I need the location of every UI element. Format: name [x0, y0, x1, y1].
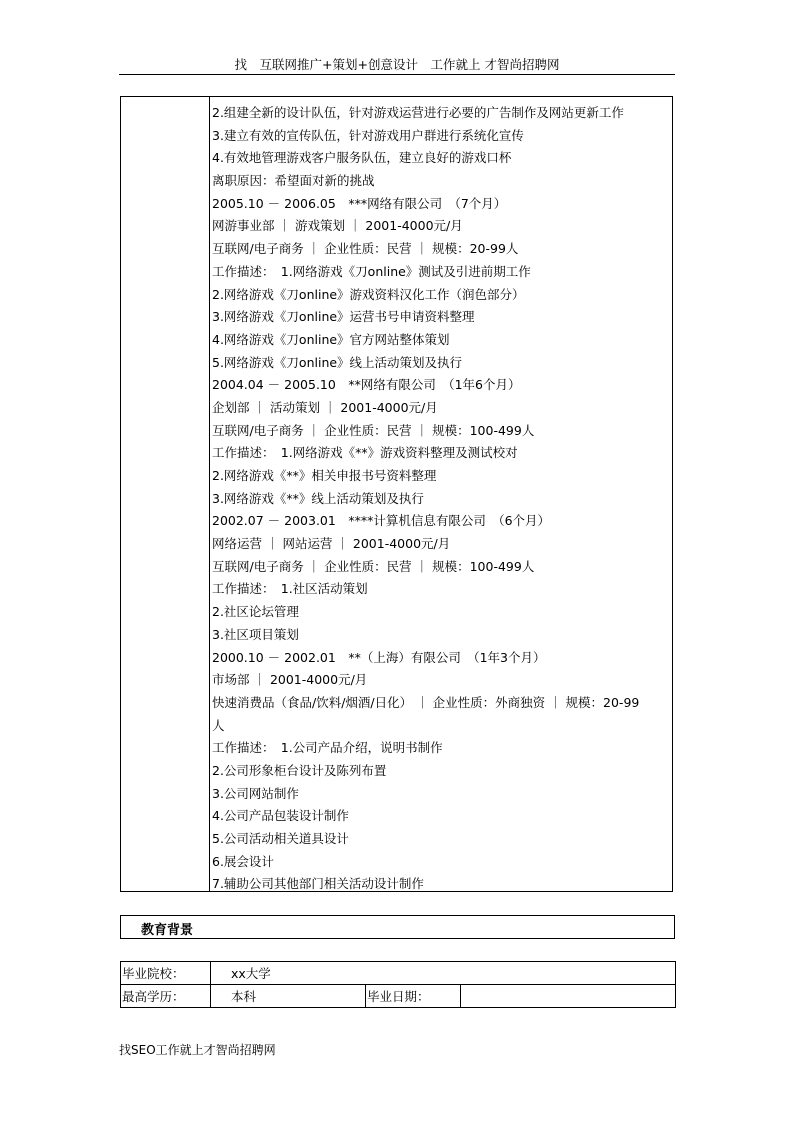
work-line: 市场部 ｜ 2001-4000元/月	[212, 672, 368, 688]
work-line: 7.辅助公司其他部门相关活动设计制作	[212, 876, 424, 892]
degree-value: 本科	[211, 985, 366, 1008]
work-line: 网络运营 ｜ 网站运营 ｜ 2001-4000元/月	[212, 536, 451, 552]
work-line: 6.展会设计	[212, 853, 274, 869]
work-line: 3.网络游戏《刀online》运营书号申请资料整理	[212, 309, 475, 325]
grad-date-value	[461, 985, 676, 1008]
work-line: 互联网/电子商务 ｜ 企业性质：民营 ｜ 规模：100-499人	[212, 422, 535, 438]
work-line: 工作描述： 1.网络游戏《**》游戏资料整理及测试校对	[212, 445, 518, 461]
work-line: 4.网络游戏《刀online》官方网站整体策划	[212, 331, 450, 347]
work-line: 4.有效地管理游戏客户服务队伍，建立良好的游戏口杯	[212, 150, 512, 166]
school-label: 毕业院校：	[121, 962, 211, 985]
work-line: 人	[212, 717, 225, 733]
section-title: 教育背景	[141, 923, 194, 938]
work-line: 3.公司网站制作	[212, 785, 299, 801]
grad-date-label: 毕业日期：	[366, 985, 461, 1008]
page-footer: 找SEO工作就上才智尚招聘网	[119, 1043, 276, 1057]
work-experience-content	[212, 102, 674, 896]
work-line: 5.网络游戏《刀online》线上活动策划及执行	[212, 354, 463, 370]
work-line: 工作描述： 1.公司产品介绍，说明书制作	[212, 740, 443, 756]
education-table	[120, 961, 676, 1008]
work-line: 2004.04 － 2005.10 **网络有限公司 （1年6个月）	[212, 377, 521, 393]
work-line: 2.网络游戏《**》相关申报书号资料整理	[212, 468, 437, 483]
education-section-header	[120, 915, 675, 939]
work-line: 2000.10 － 2002.01 **（上海）有限公司 （1年3个月）	[212, 649, 546, 665]
work-line: 3.社区项目策划	[212, 626, 299, 642]
page-header: 找 互联网推广+策划+创意设计 工作就上 才智尚招聘网	[119, 56, 675, 75]
work-line: 离职原因：希望面对新的挑战	[212, 173, 375, 189]
label-column	[121, 97, 210, 891]
work-line: 2005.10 － 2006.05 ***网络有限公司 （7个月）	[212, 195, 507, 211]
work-line: 2.组建全新的设计队伍，针对游戏运营进行必要的广告制作及网站更新工作	[212, 105, 624, 120]
work-line: 4.公司产品包装设计制作	[212, 808, 349, 824]
work-line: 工作描述： 1.社区活动策划	[212, 581, 368, 597]
work-line: 互联网/电子商务 ｜ 企业性质：民营 ｜ 规模：100-499人	[212, 558, 535, 574]
work-line: 2.社区论坛管理	[212, 604, 299, 620]
table-row	[121, 962, 676, 985]
school-value: xx大学	[211, 962, 676, 985]
work-line: 网游事业部 ｜ 游戏策划 ｜ 2001-4000元/月	[212, 218, 463, 234]
work-line: 5.公司活动相关道具设计	[212, 831, 349, 846]
work-line: 3.建立有效的宣传队伍，针对游戏用户群进行系统化宣传	[212, 127, 524, 143]
work-line: 企划部 ｜ 活动策划 ｜ 2001-4000元/月	[212, 399, 438, 415]
work-line: 2002.07 － 2003.01 ****计算机信息有限公司 （6个月）	[212, 513, 551, 529]
work-line: 2.网络游戏《刀online》游戏资料汉化工作（润色部分）	[212, 286, 525, 302]
work-line: 工作描述： 1.网络游戏《刀online》测试及引进前期工作	[212, 263, 531, 279]
work-line: 3.网络游戏《**》线上活动策划及执行	[212, 490, 424, 506]
work-experience-table	[120, 96, 673, 892]
work-line: 互联网/电子商务 ｜ 企业性质：民营 ｜ 规模：20-99人	[212, 241, 519, 257]
work-line: 2.公司形象柜台设计及陈列布置	[212, 762, 387, 778]
degree-label: 最高学历：	[121, 985, 211, 1008]
work-line: 快速消费品（食品/饮料/烟酒/日化） ｜ 企业性质：外商独资 ｜ 规模：20-99	[212, 694, 640, 710]
table-row	[121, 985, 676, 1008]
